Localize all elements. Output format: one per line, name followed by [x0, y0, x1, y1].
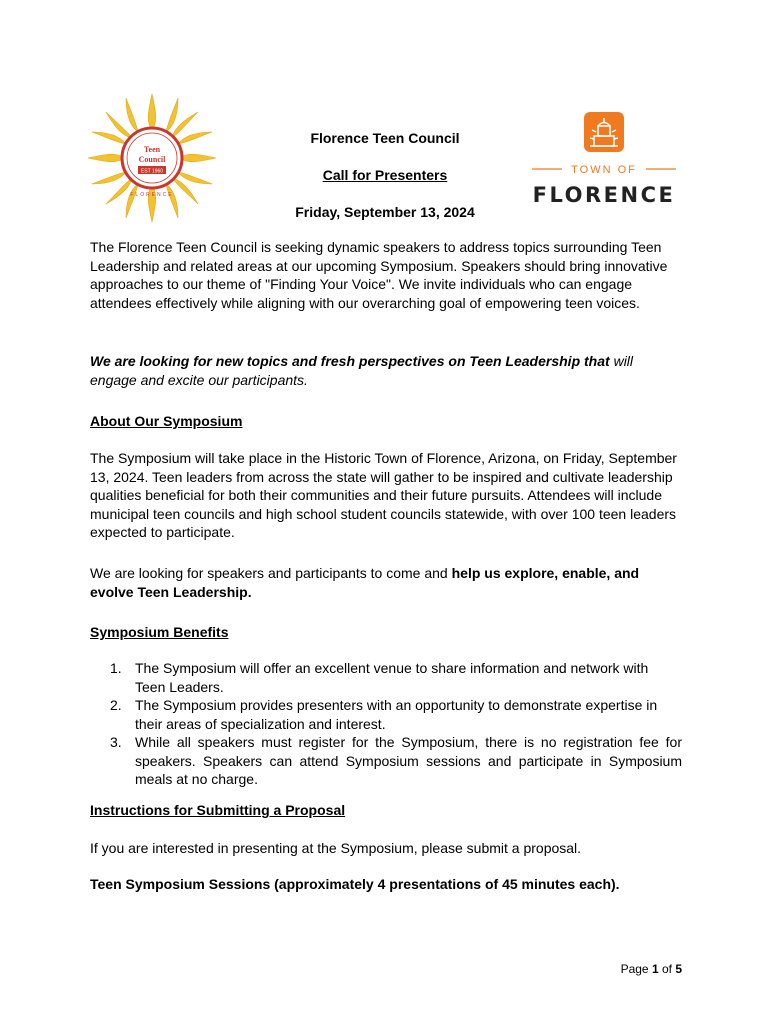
- list-item-text: While all speakers must register for the Symposium, there is no registration fee for speakers. Speakers can attend Symposium sessions and participate in Symposium meals at no charge.: [135, 734, 682, 787]
- list-item-number: 2.: [110, 697, 122, 713]
- list-item-text: The Symposium will offer an excellent venue to share information and network with Teen Leaders.: [135, 660, 649, 695]
- event-date: Friday, September 13, 2024: [295, 204, 475, 220]
- org-name: Florence Teen Council: [310, 130, 460, 146]
- page-number: [621, 962, 682, 976]
- benefits-list: [90, 659, 682, 789]
- highlight-bold: We are looking for new topics and fresh perspectives on Teen Leadership that: [90, 353, 610, 369]
- page-word: Page: [620, 962, 652, 976]
- page-total: 5: [675, 962, 682, 976]
- looking-bold: help us explore, enable, and evolve Teen Leadership.: [90, 565, 640, 600]
- intro-paragraph: The Florence Teen Council is seeking dynamic speakers to address topics surrounding Teen Leadership and related areas at our upcoming Symposium. Speakers should bring innovative approaches to our theme of "Finding Your Voice". We invite individuals who can engage attendees effectively while aligning with our overarching goal of empowering teen voices.: [90, 239, 668, 311]
- instructions-heading: Instructions for Submitting a Proposal: [90, 802, 346, 818]
- page-of-word: of: [658, 962, 676, 976]
- town-of-text: TOWN OF: [571, 164, 637, 176]
- list-item: [90, 659, 682, 696]
- list-item: [90, 733, 682, 789]
- highlight-rest: will engage and excite our participants.: [90, 353, 634, 388]
- teen-logo-ring-text: FLORENCE: [130, 192, 174, 198]
- page-current: 1: [651, 962, 659, 976]
- town-of-florence-logo: [528, 112, 680, 206]
- florence-text: FLORENCE: [532, 183, 676, 206]
- list-item-text: The Symposium provides presenters with an opportunity to demonstrate expertise in their areas of specialization and interest.: [135, 697, 658, 732]
- list-item-number: 1.: [110, 660, 122, 676]
- teen-council-logo: [86, 92, 218, 224]
- list-item: [90, 696, 682, 733]
- instructions-paragraph: If you are interested in presenting at the Symposium, please submit a proposal.: [90, 840, 582, 856]
- highlight-paragraph: [90, 352, 682, 389]
- about-heading: About Our Symposium: [90, 413, 243, 429]
- about-paragraph: The Symposium will take place in the Historic Town of Florence, Arizona, on Friday, September 13, 2024. Teen leaders from across the state will gather to be inspired and cultivate leadership qualities beneficial for both their communities and their future pursuits. Attendees will include municipal teen councils and high school student councils statewide, with over 100 teen leaders expected to participate.: [90, 450, 677, 540]
- teen-logo-line2: Council: [138, 155, 166, 164]
- looking-paragraph: [90, 564, 682, 601]
- teen-logo-line1: Teen: [143, 145, 161, 154]
- list-item-number: 3.: [110, 734, 122, 750]
- sessions-paragraph: Teen Symposium Sessions (approximately 4 presentations of 45 minutes each).: [90, 876, 620, 892]
- looking-plain: We are looking for speakers and participants to come and: [90, 565, 452, 581]
- teen-logo-est: EST 1960: [140, 168, 164, 175]
- document-title: Call for Presenters: [322, 167, 448, 183]
- benefits-heading: Symposium Benefits: [90, 624, 229, 640]
